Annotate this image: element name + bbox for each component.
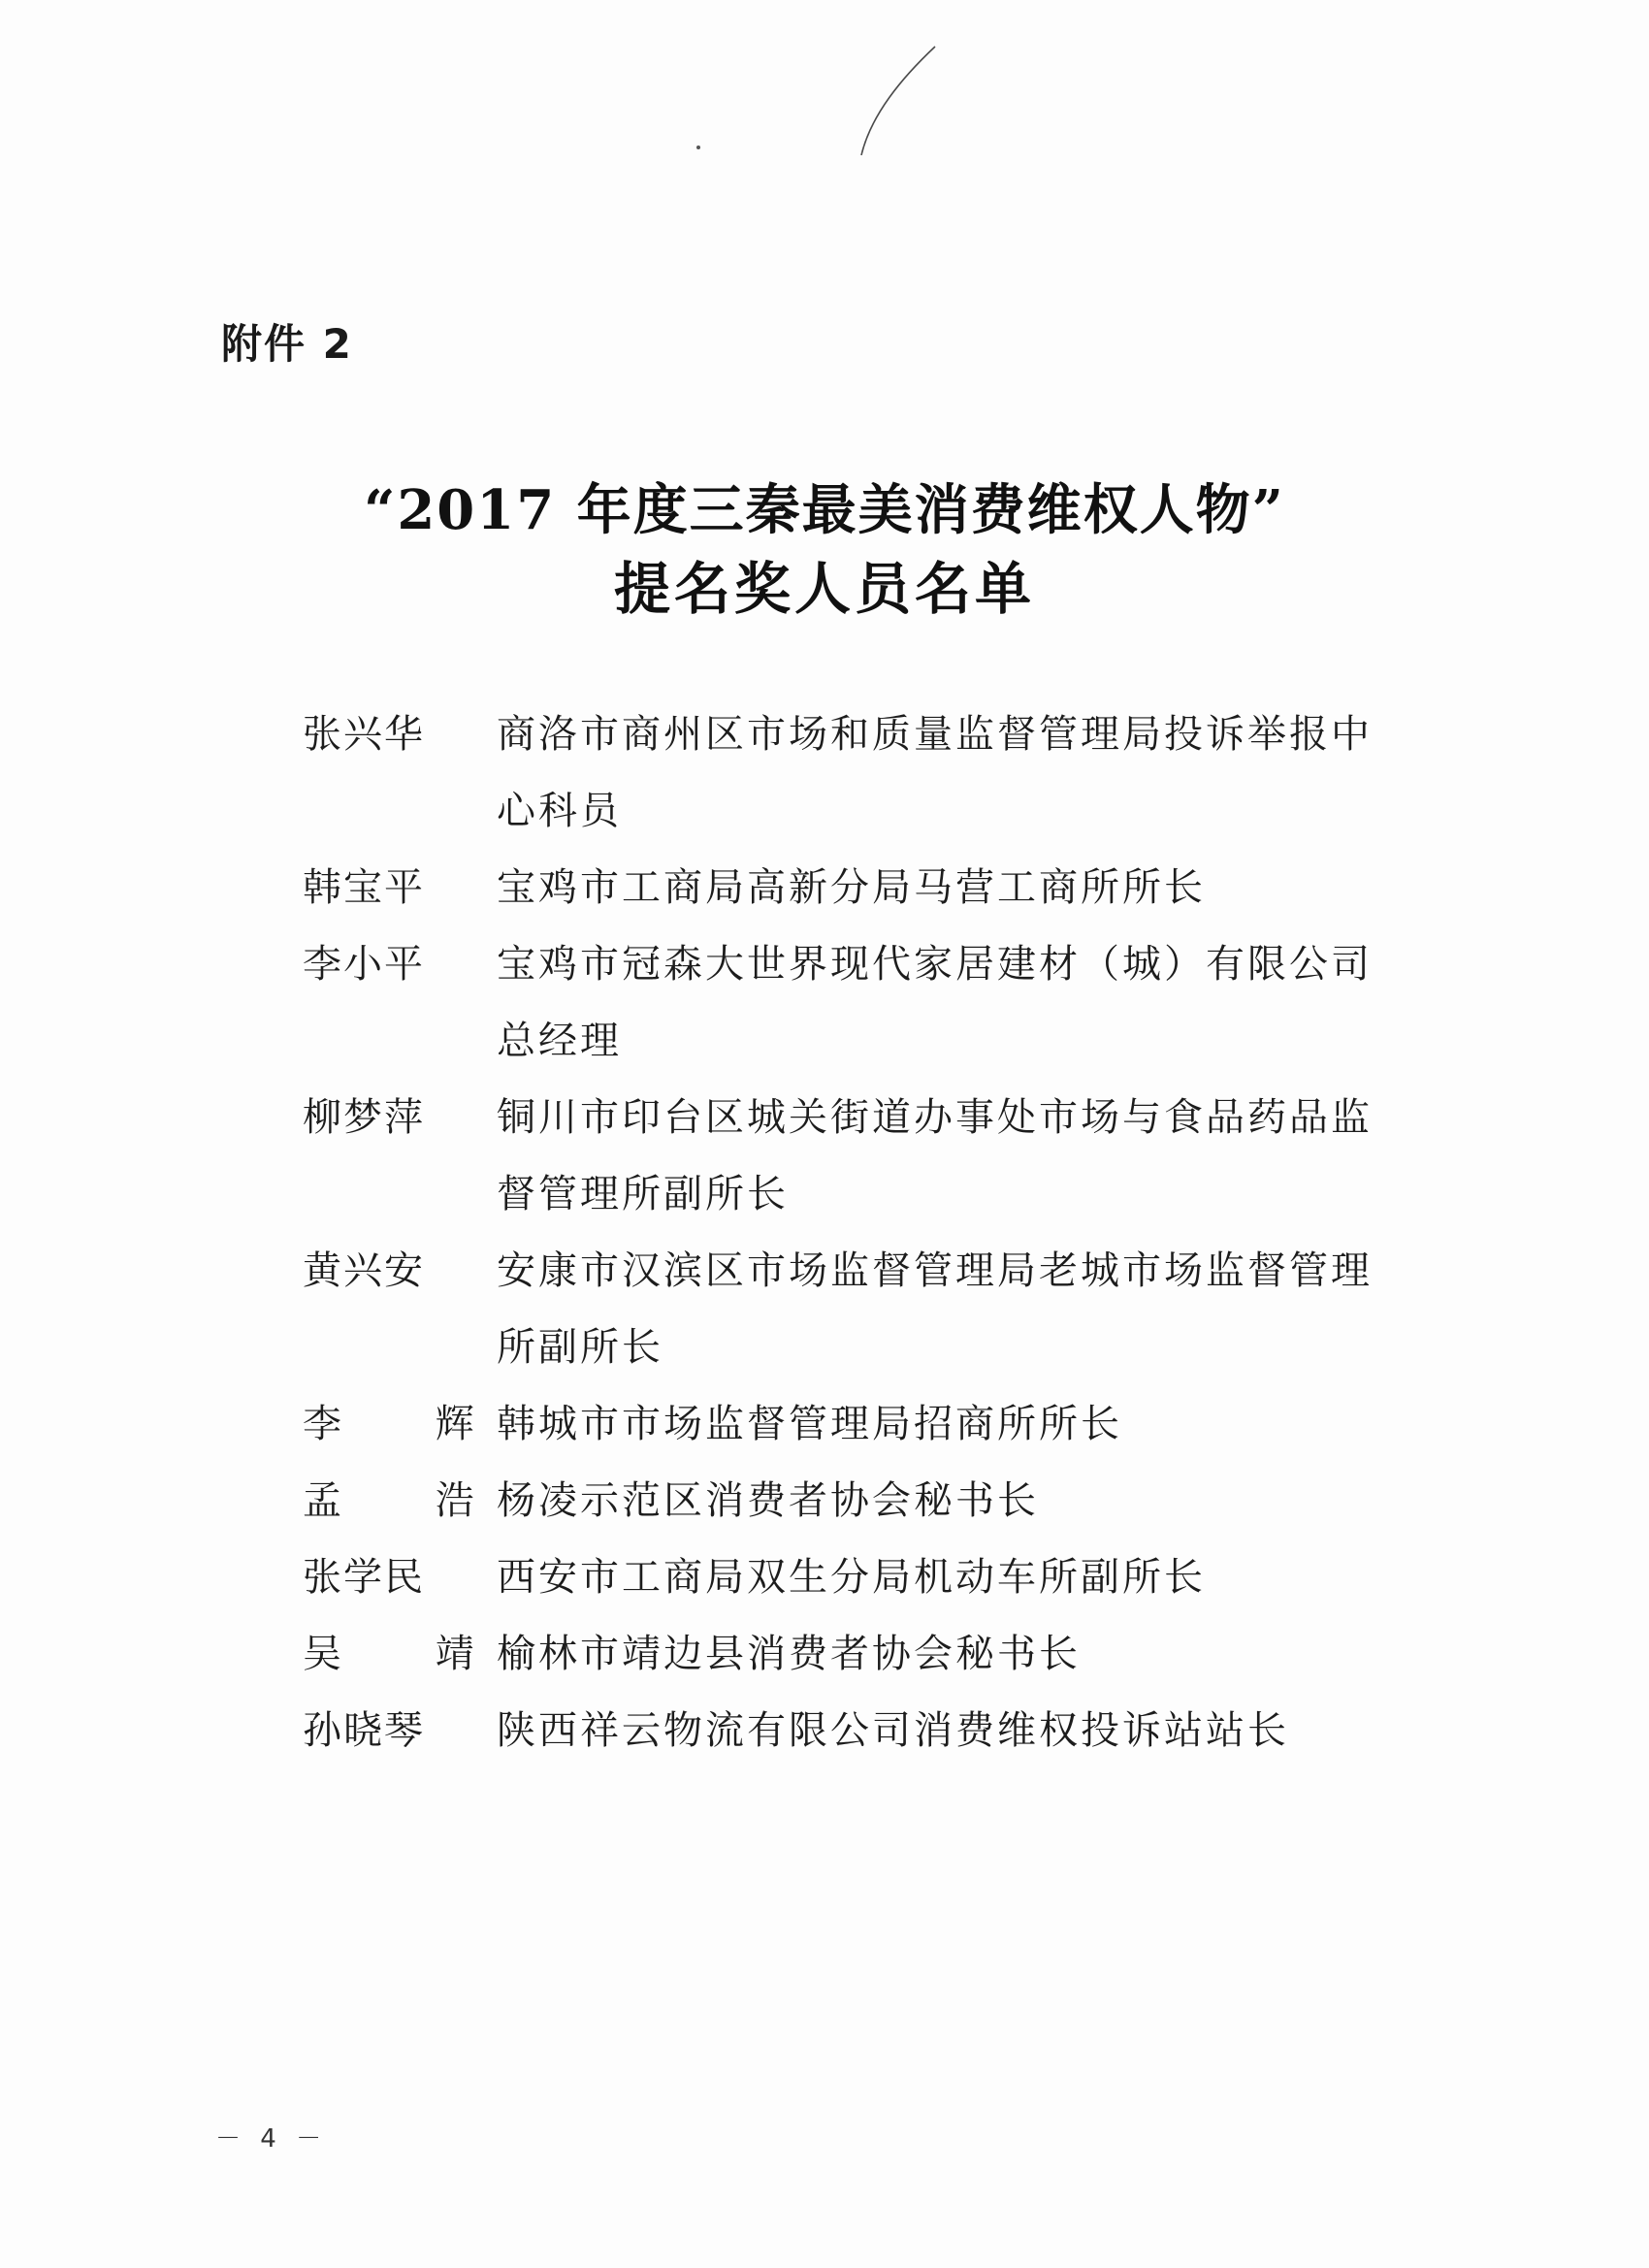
person-position: 商洛市商州区市场和质量监督管理局投诉举报中心科员 [497,712,1373,833]
page-number: － 4 － [215,2124,328,2154]
person-name: 吴 靖 [303,1632,515,1676]
person-position: 铜川市印台区城关街道办事处市场与食品药品监督管理所副所长 [497,1095,1373,1216]
person-position: 榆林市靖边县消费者协会秘书长 [497,1632,1081,1676]
person-position: 安康市汉滨区市场监督管理局老城市场监督管理所副所长 [497,1248,1373,1370]
attachment-label: 附件 2 [221,320,353,368]
list-item [303,1616,1399,1693]
person-name: 李小平 [303,942,425,987]
document-title-line-1: “2017 年度三秦最美消费维权人物” [364,478,1285,542]
list-item [303,1539,1399,1616]
list-item [303,1693,1399,1769]
nominee-list [303,697,1399,1769]
list-item [303,697,1399,850]
person-position: 陕西祥云物流有限公司消费维权投诉站站长 [497,1708,1289,1753]
person-position: 西安市工商局双生分局机动车所副所长 [497,1555,1206,1600]
list-item [303,1463,1399,1539]
list-item [303,1386,1399,1463]
person-name: 孟 浩 [303,1478,515,1523]
person-name: 张兴华 [303,712,425,757]
list-item [303,1233,1399,1386]
person-position: 宝鸡市工商局高新分局马营工商所所长 [497,865,1206,910]
person-position: 韩城市市场监督管理局招商所所长 [497,1402,1122,1446]
document-title-line-2: 提名奖人员名单 [613,556,1035,622]
list-item [303,926,1399,1080]
person-name: 孙晓琴 [303,1708,425,1753]
person-name: 韩宝平 [303,865,425,910]
person-position: 杨凌示范区消费者协会秘书长 [497,1478,1039,1523]
person-name: 柳梦萍 [303,1095,425,1140]
person-name: 李 辉 [303,1402,515,1446]
person-name: 黄兴安 [303,1248,425,1293]
person-name: 张学民 [303,1555,425,1600]
person-position: 宝鸡市冠森大世界现代家居建材（城）有限公司总经理 [497,942,1373,1063]
list-item [303,1080,1399,1233]
list-item [303,850,1399,926]
